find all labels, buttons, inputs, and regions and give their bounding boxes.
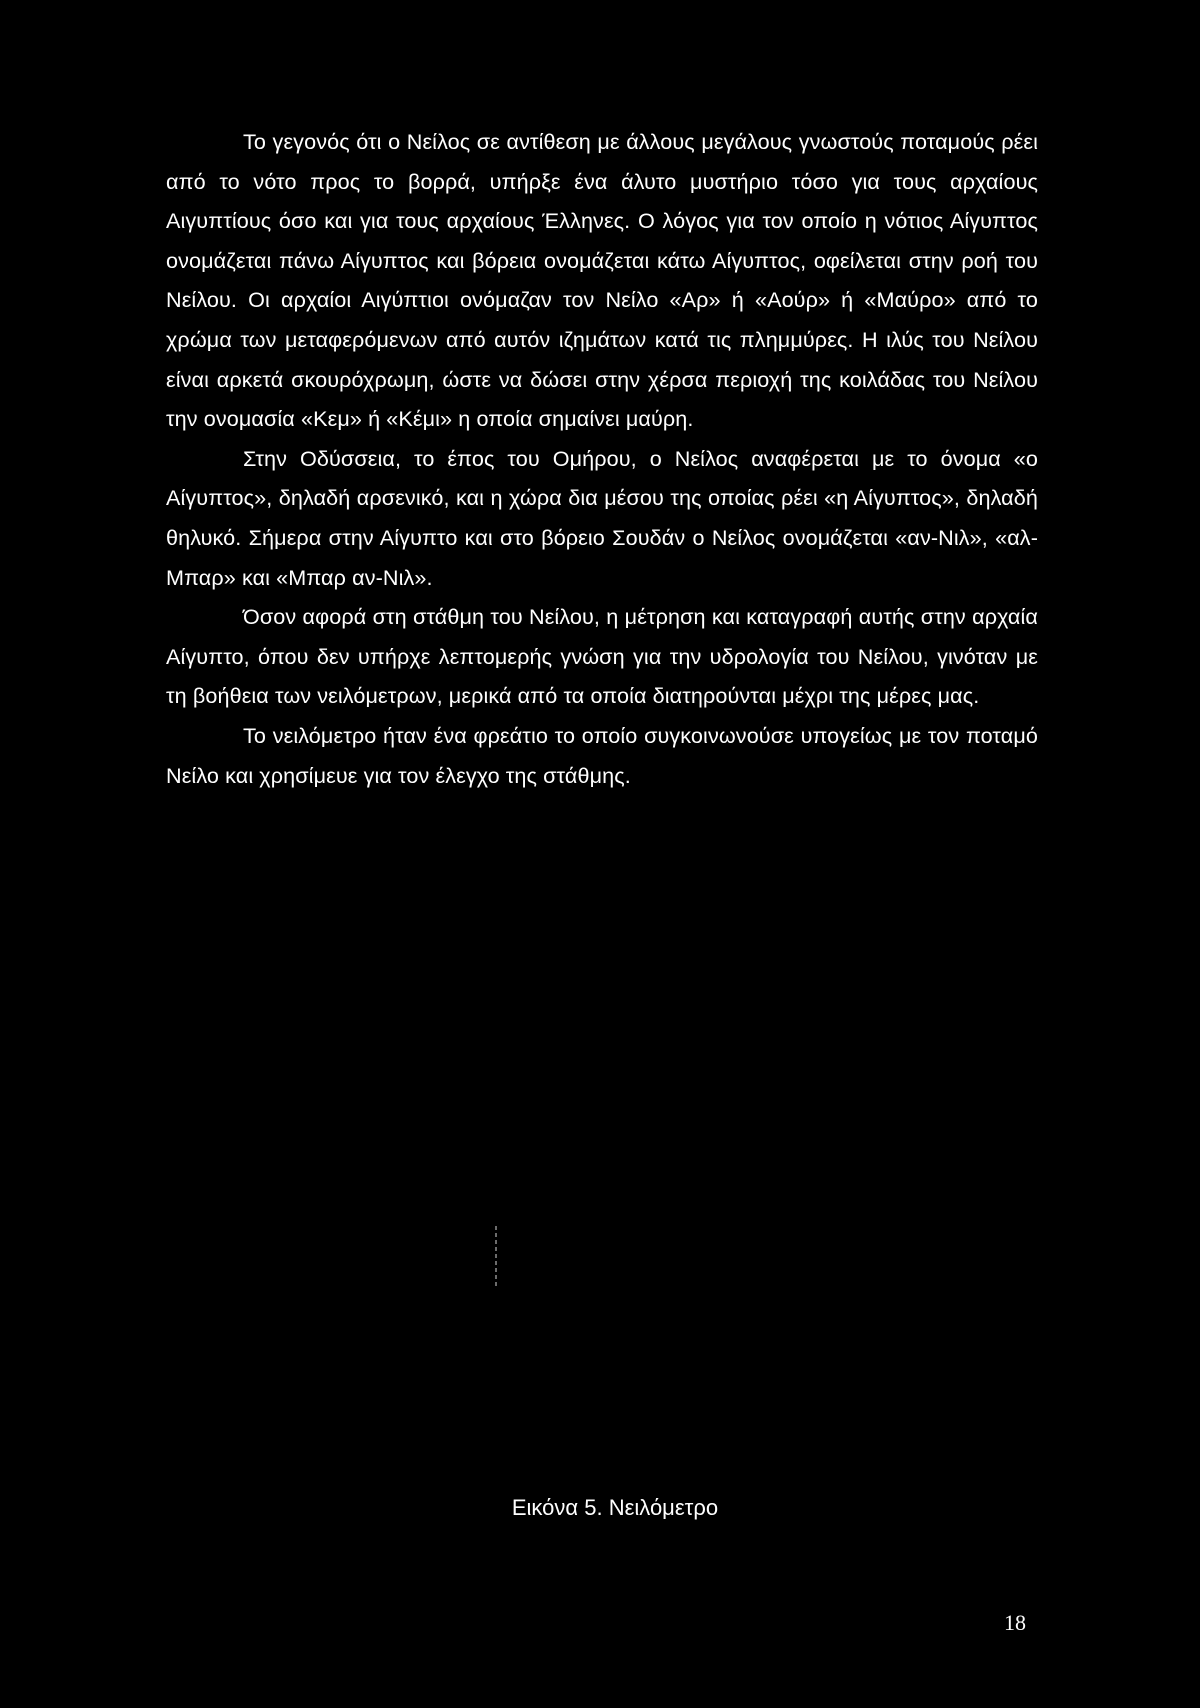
paragraph-nile-flow: Το γεγονός ότι ο Νείλος σε αντίθεση με άλλους μεγάλους γνωστούς ποταμούς ρέει από το νότο προς το βορρά, υπήρξε ένα άλυτο μυστήριο τόσο για τους αρχαίους Αιγυπτίους όσο και για τους αρχαίους Έλληνες. Ο λόγος για τον οποίο η νότιος Αίγυπτος ονομάζεται πάνω Αίγυπτος και βόρεια ονομάζεται κάτω Αίγυπτος, οφείλεται στην ροή του Νείλου. Οι αρχαίοι Αιγύπτιοι ονόμαζαν τον Νείλο «Αρ» ή «Αούρ» ή «Μαύρο» από το χρώμα των μεταφερόμενων από αυτόν ιζημάτων κατά τις πλημμύρες. Η ιλύς του Νείλου είναι αρκετά σκουρόχρωμη, ώστε να δώσει στην χέρσα περιοχή της κοιλάδας του Νείλου την ονομασία «Κεμ» ή «Κέμι» η οποία σημαίνει μαύρη. [166,129,1038,432]
body-text [166,122,1038,795]
paragraph-odyssey: Στην Οδύσσεια, το έπος του Ομήρου, ο Νείλος αναφέρεται με το όνομα «ο Αίγυπτος», δηλαδή αρσενικό, και η χώρα δια μέσου της οποίας ρέει «η Αίγυπτος», δηλαδή θηλυκό. Σήμερα στην Αίγυπτο και στο βόρειο Σουδάν ο Νείλος ονομάζεται «αν-Νιλ», «αλ-Μπαρ» και «Μπαρ αν-Νιλ». [166,445,1038,590]
paragraph-water-level: Όσον αφορά στη στάθμη του Νείλου, η μέτρηση και καταγραφή αυτής στην αρχαία Αίγυπτο, όπου δεν υπήρχε λεπτομερής γνώση για την υδρολογία του Νείλου, γινόταν με τη βοήθεια των νειλόμετρων, μερικά από τα οποία διατηρούνται μέχρι της μέρες μας. [166,604,1038,709]
page-number: 18 [1004,1610,1026,1635]
figure-placeholder-mark [495,1226,497,1288]
paragraph-nilometer: Το νειλόμετρο ήταν ένα φρεάτιο το οποίο συγκοινωνούσε υπογείως με τον ποταμό Νείλο και χρησίμευε για τον έλεγχο της στάθμης. [166,722,1038,788]
figure-caption: Εικόνα 5. Νειλόμετρο [511,1495,719,1520]
